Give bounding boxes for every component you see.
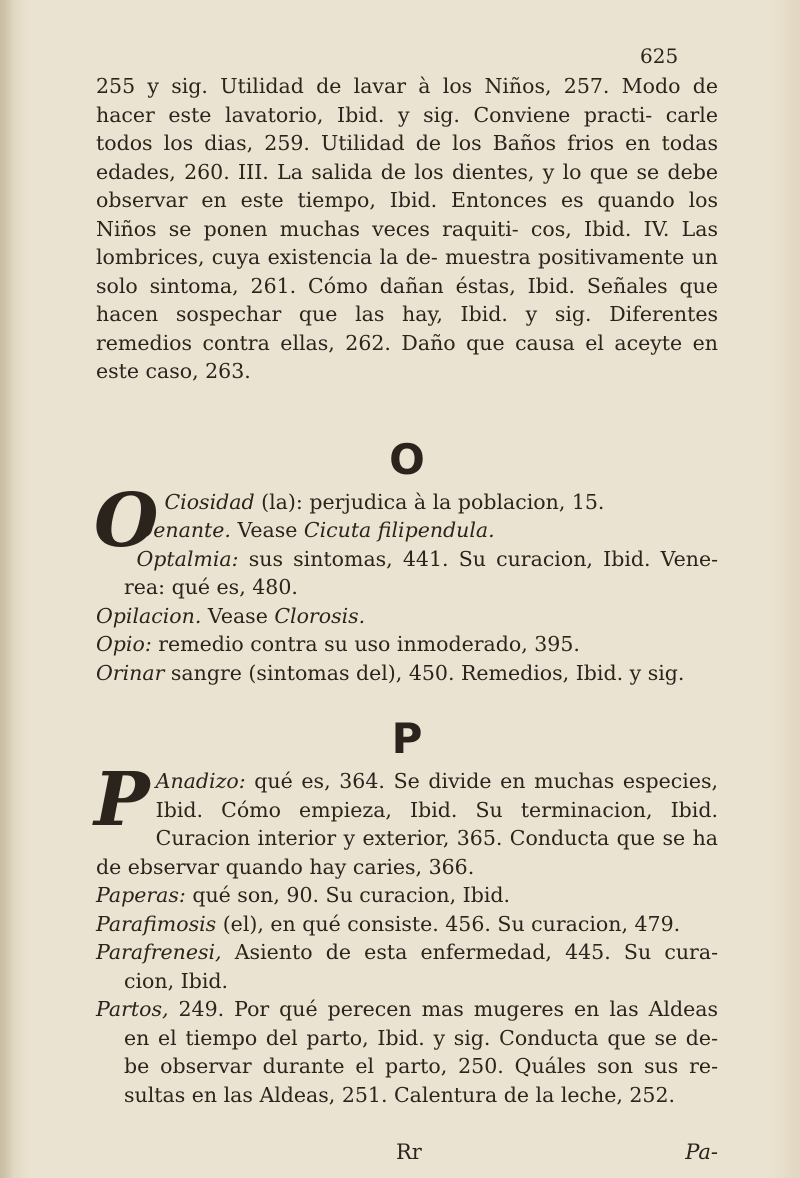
entry-head: Paperas: xyxy=(96,883,186,907)
entry-text: Vease xyxy=(230,518,304,542)
entry-head: Oenante. xyxy=(136,518,231,542)
section-heading-o: O xyxy=(389,434,425,484)
entry-head: Orinar xyxy=(96,660,165,685)
entry-text: Vease xyxy=(201,603,275,628)
page-number: 625 xyxy=(640,44,679,68)
index-entry xyxy=(94,757,718,881)
drop-cap-o: O xyxy=(94,477,159,564)
entry-head: Anadizo: xyxy=(155,769,246,793)
entry-text: qué es, 364. Se divide en muchas especies, Ibid. Cómo empieza, Ibid. Su terminacion, Ibid. Curacion interior y exterior, 365. Conducta que se ha de ebservar quando hay caries, 366. xyxy=(96,769,718,879)
entry-text: (el), en qué consiste. 456. Su curacion, 479. xyxy=(216,911,681,936)
catchword: Pa- xyxy=(685,1140,718,1164)
entry-text: remedio contra su uso inmoderado, 395. xyxy=(151,632,580,656)
index-entry xyxy=(96,602,718,631)
page-footer xyxy=(96,1140,718,1170)
section-o-entries xyxy=(94,477,718,688)
index-entry xyxy=(96,545,718,602)
section-heading-p: P xyxy=(391,714,423,763)
section-p-entries xyxy=(94,757,718,1109)
index-entry xyxy=(96,938,718,995)
index-entry xyxy=(96,910,718,939)
entry-head: Optalmia: xyxy=(136,546,239,571)
entry-reference: Cicuta filipendula. xyxy=(303,518,495,542)
entry-head: Opilacion. xyxy=(96,603,202,628)
entry-reference: Clorosis. xyxy=(274,603,366,628)
entry-head: Opio: xyxy=(96,632,152,656)
entry-head: Parafimosis xyxy=(96,911,217,936)
entry-head: Partos, xyxy=(96,997,169,1021)
index-text xyxy=(96,72,718,1109)
index-entry xyxy=(96,516,718,545)
entry-text: sus sintomas, 441. Su curacion, Ibid. Vene- rea: qué es, 480. xyxy=(124,546,718,599)
entry-text: (la): perjudica à la poblacion, 15. xyxy=(254,489,605,514)
entry-text: 249. Por qué perecen mas mugeres en las Aldeas en el tiempo del parto, Ibid. y sig. Conducta que se de- be observar durante el parto, 250. Quáles son sus re- sultas en las Aldeas, 251. Calentura de la leche, 252. xyxy=(124,997,718,1107)
drop-cap-p: P xyxy=(94,757,150,843)
index-entry xyxy=(96,995,718,1109)
entry-head: Ciosidad xyxy=(164,489,255,514)
entry-text: sangre (sintomas del), 450. Remedios, Ibid. y sig. xyxy=(164,660,685,685)
entry-text: Asiento de esta enfermedad, 445. Su cura- cion, Ibid. xyxy=(124,940,718,993)
signature-mark: Rr xyxy=(396,1140,422,1164)
index-entry xyxy=(96,881,718,910)
index-entry xyxy=(96,630,718,659)
continued-entry: 255 y sig. Utilidad de lavar à los Niños, 257. Modo de hacer este lavatorio, Ibid. y sig. Conviene practi- carle todos los dias, 259. Utilidad de los Baños frios en todas edades, 260. III. La salida de los dientes, y lo que se debe observar en este tiempo, Ibid. Entonces es quando los Niños se ponen muchas veces raquiti- cos, Ibid. IV. Las lombrices, cuya existencia la de- muestra positivamente un solo sintoma, 261. Cómo dañan éstas, Ibid. Señales que hacen sospechar que las hay, Ibid. y sig. Diferentes remedios contra ellas, 262. Daño que causa el aceyte en este caso, 263. xyxy=(96,74,718,383)
spine-shadow xyxy=(0,0,14,1178)
index-entry xyxy=(96,659,718,688)
entry-text: qué son, 90. Su curacion, Ibid. xyxy=(185,883,511,907)
entry-head: Parafrenesi, xyxy=(96,940,222,964)
